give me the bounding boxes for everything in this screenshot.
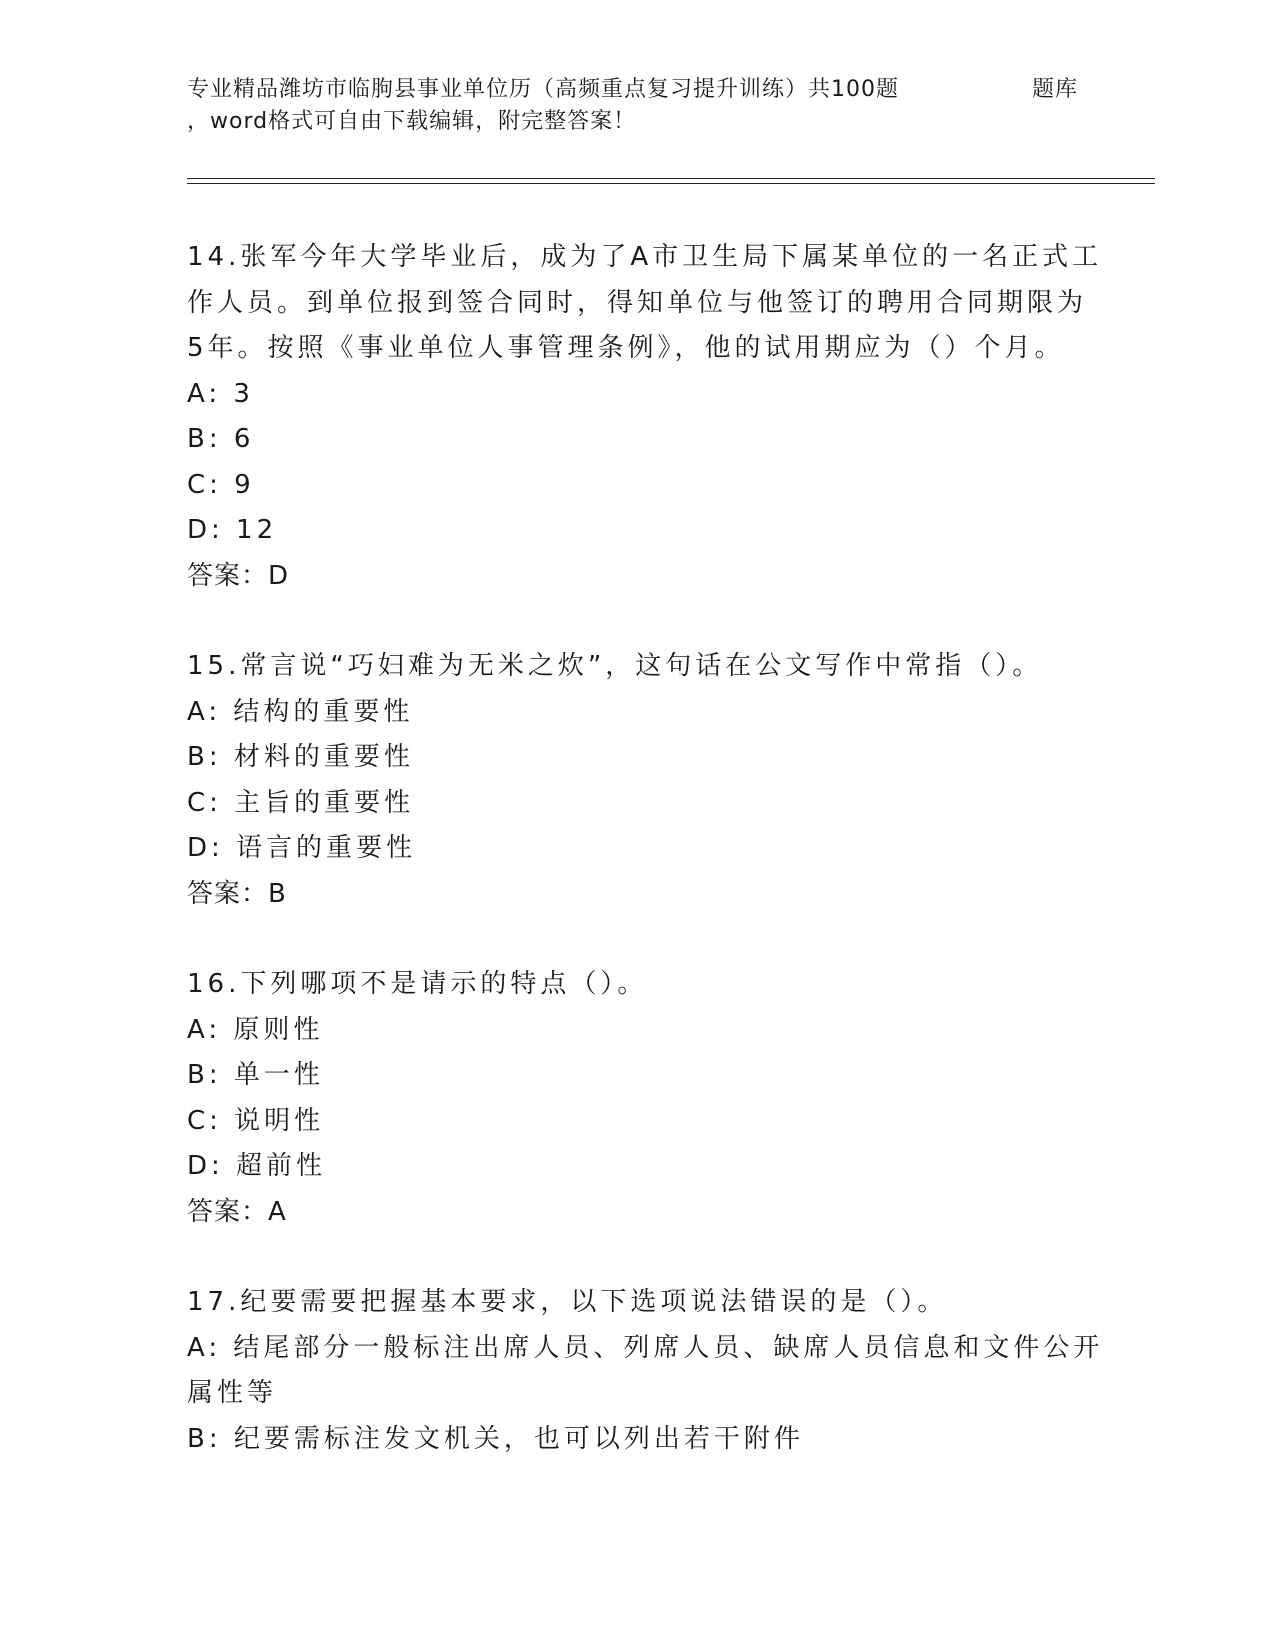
question-15	[187, 644, 1087, 917]
option-b: B: 6	[187, 424, 255, 454]
question-17	[187, 1280, 1104, 1462]
option-c: C: 9	[187, 469, 255, 500]
answer: 答案：D	[187, 560, 290, 591]
question-text: 15.常言说“巧妇难为无米之炊”，这句话在公文写作中常指（）。	[187, 651, 1043, 681]
page-header	[187, 72, 1147, 152]
option-a: A: 结构的重要性	[187, 696, 414, 727]
option-a: A: 原则性	[187, 1014, 324, 1045]
option-a-continued: 属性等	[187, 1378, 278, 1408]
option-d: D: 超前性	[187, 1151, 327, 1181]
option-b: B: 材料的重要性	[187, 742, 414, 772]
header-tag: 题库	[1032, 77, 1079, 102]
option-b: B: 单一性	[187, 1060, 324, 1090]
question-16	[187, 962, 1087, 1235]
option-b: B: 纪要需标注发文机关，也可以列出若干附件	[187, 1423, 804, 1454]
option-a: A: 3	[187, 378, 254, 409]
question-text: 17.纪要需要把握基本要求，以下选项说法错误的是（）。	[187, 1287, 948, 1317]
question-text: 14.张军今年大学毕业后，成为了A市卫生局下属某单位的一名正式工	[187, 242, 1103, 272]
question-14	[187, 235, 1103, 599]
header-rule-top	[187, 178, 1155, 179]
document-subtitle: ，word格式可自由下载编辑，附完整答案！	[187, 109, 637, 134]
document-title: 专业精品潍坊市临朐县事业单位历（高频重点复习提升训练）共100题	[187, 77, 899, 102]
option-d: D: 12	[187, 515, 278, 545]
answer: 答案：B	[187, 878, 287, 909]
question-text: 5年。按照《事业单位人事管理条例》，他的试用期应为（）个月。	[187, 333, 1065, 363]
question-text: 16.下列哪项不是请示的特点（）。	[187, 969, 648, 999]
option-d: D: 语言的重要性	[187, 833, 417, 863]
option-a: A: 结尾部分一般标注出席人员、列席人员、缺席人员信息和文件公开	[187, 1332, 1104, 1363]
option-c: C: 说明性	[187, 1105, 325, 1136]
question-list	[187, 235, 1104, 1507]
answer: 答案：A	[187, 1196, 287, 1227]
header-rule-bottom	[187, 183, 1155, 184]
question-text: 作人员。到单位报到签合同时，得知单位与他签订的聘用合同期限为	[187, 287, 1088, 318]
option-c: C: 主旨的重要性	[187, 787, 415, 818]
